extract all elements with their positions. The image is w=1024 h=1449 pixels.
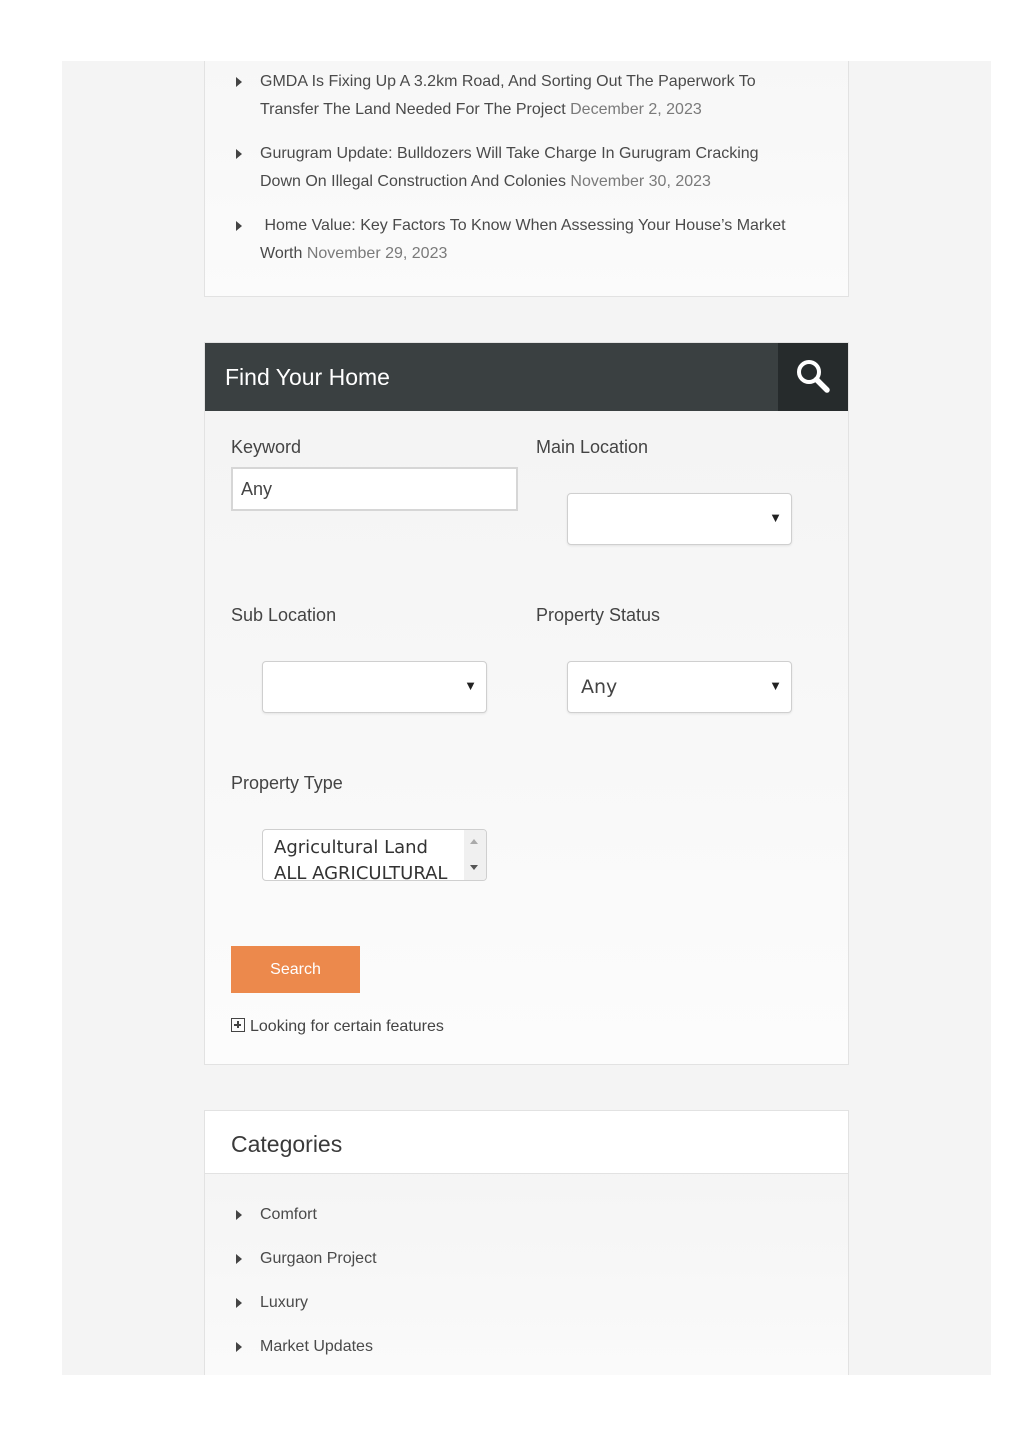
listbox-option[interactable]: ALL AGRICULTURAL: [274, 863, 448, 881]
listbox-scrollbar[interactable]: [464, 830, 486, 880]
post-title[interactable]: Down On Illegal Construction And Colonies: [260, 173, 566, 190]
features-toggle[interactable]: [231, 1016, 444, 1038]
sub-location-select[interactable]: [262, 661, 487, 713]
post-title[interactable]: Transfer The Land Needed For The Project: [260, 101, 566, 118]
property-type-label: Property Type: [231, 773, 343, 793]
property-type-listbox[interactable]: [262, 829, 487, 881]
keyword-label: Keyword: [231, 437, 302, 457]
sub-location-label: Sub Location: [231, 605, 337, 625]
category-link[interactable]: Market Updates: [260, 1338, 373, 1355]
category-link[interactable]: Comfort: [260, 1206, 317, 1223]
search-toggle-button[interactable]: [778, 343, 848, 411]
category-link[interactable]: Luxury: [260, 1294, 309, 1311]
main-location-label: Main Location: [536, 437, 649, 457]
post-title[interactable]: GMDA Is Fixing Up A 3.2km Road, And Sorting Out The Paperwork To: [260, 73, 756, 90]
search-button[interactable]: Search: [231, 946, 360, 993]
select-value: Any: [581, 676, 618, 698]
categories-widget: [204, 1110, 849, 1375]
bullet-arrow-icon: [236, 1342, 242, 1352]
main-location-select[interactable]: [567, 493, 792, 545]
keyword-input[interactable]: [231, 467, 518, 511]
chevron-down-icon: ▼: [769, 510, 782, 525]
chevron-down-icon: ▼: [464, 678, 477, 693]
search-icon: [796, 359, 830, 393]
bullet-arrow-icon: [236, 149, 242, 159]
post-title[interactable]: Gurugram Update: Bulldozers Will Take Charge In Gurugram Cracking: [260, 145, 759, 162]
bullet-arrow-icon: [236, 1254, 242, 1264]
bullet-arrow-icon: [236, 221, 242, 231]
category-link[interactable]: Gurgaon Project: [260, 1250, 377, 1267]
plus-square-icon: [231, 1018, 245, 1032]
property-status-select[interactable]: [567, 661, 792, 713]
post-date: November 30, 2023: [570, 173, 711, 190]
widget-title: Categories: [231, 1131, 343, 1157]
property-status-label: Property Status: [536, 605, 661, 625]
post-date: November 29, 2023: [306, 245, 448, 262]
property-search-widget: [204, 342, 849, 1065]
scroll-up-icon[interactable]: [470, 839, 478, 844]
recent-posts-widget: [204, 61, 849, 297]
post-date: December 2, 2023: [570, 101, 702, 118]
post-title[interactable]: Worth: [260, 245, 303, 262]
post-title[interactable]: Home Value: Key Factors To Know When Assessing Your House’s Market: [260, 217, 786, 234]
widget-header: [205, 1111, 848, 1174]
bullet-arrow-icon: [236, 1210, 242, 1220]
recent-post-item[interactable]: [260, 212, 820, 268]
bullet-arrow-icon: [236, 77, 242, 87]
widget-header: [205, 343, 848, 411]
features-toggle-label[interactable]: Looking for certain features: [250, 1018, 444, 1035]
scroll-down-icon[interactable]: [470, 865, 478, 870]
bullet-arrow-icon: [236, 1298, 242, 1308]
chevron-down-icon: ▼: [769, 678, 782, 693]
recent-post-item[interactable]: [260, 140, 820, 196]
widget-title: Find Your Home: [225, 364, 390, 390]
listbox-option[interactable]: Agricultural Land: [274, 837, 428, 858]
recent-post-item[interactable]: [260, 68, 820, 124]
